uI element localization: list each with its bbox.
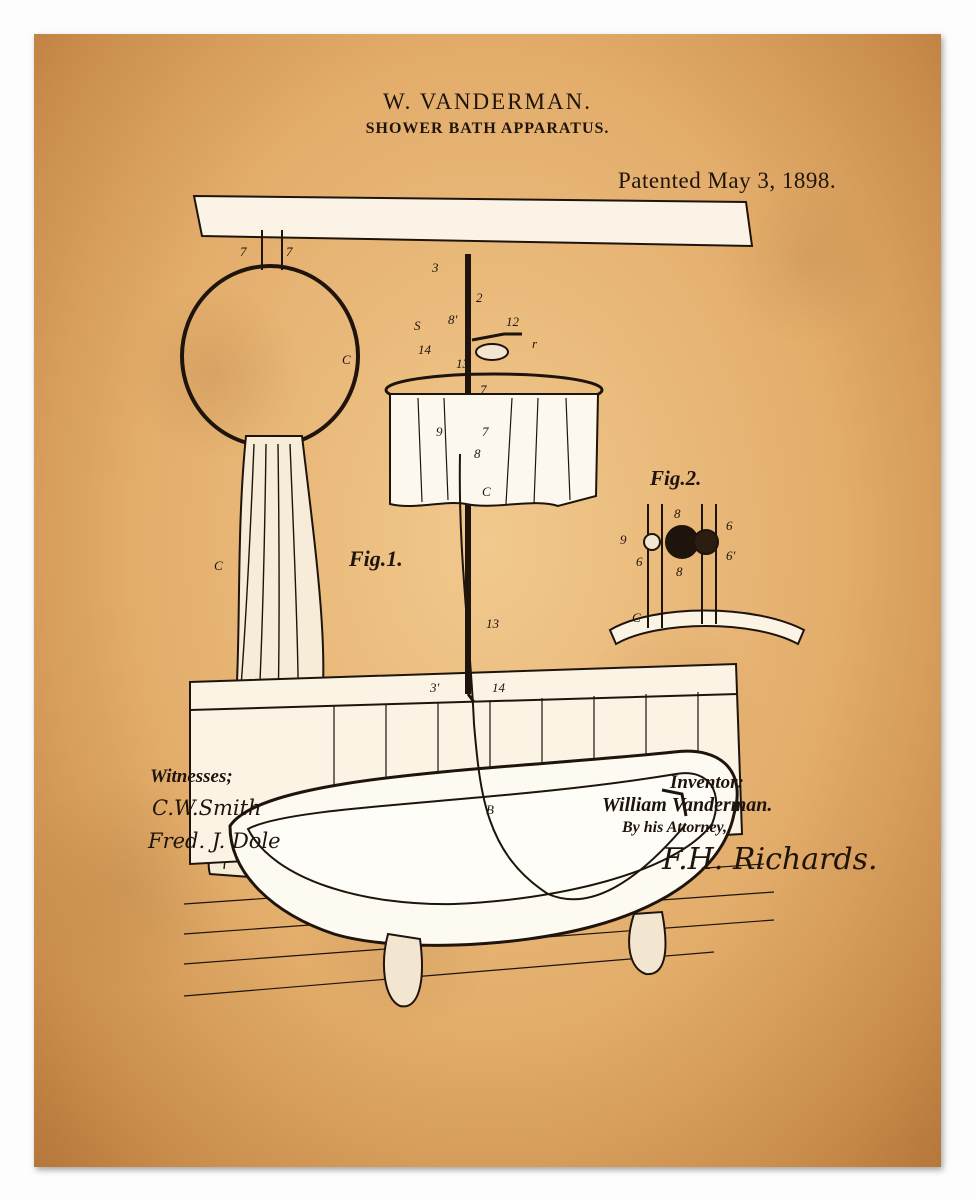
ref-label: 9 — [620, 532, 627, 547]
ref-label: 2 — [476, 290, 483, 305]
ref-label: 9 — [436, 424, 443, 439]
fig1-caption: Fig.1. — [349, 546, 403, 571]
ref-label: C — [482, 484, 491, 499]
ref-label: 3' — [430, 680, 440, 695]
inventor-name: William Vanderman. — [602, 794, 773, 816]
ref-label: B — [486, 802, 494, 817]
inventor-label: Inventor: — [670, 772, 744, 793]
ref-label: 8 — [676, 564, 683, 579]
attorney-line: By his Attorney, — [622, 819, 728, 836]
ref-label: 13 — [486, 616, 499, 631]
shower-head — [472, 334, 522, 340]
ref-label: 7 — [240, 244, 247, 259]
ref-label: C — [632, 610, 641, 625]
ref-label: 14 — [492, 680, 505, 695]
witnesses-label: Witnesses; — [150, 766, 233, 787]
ref-label: 6 — [636, 554, 643, 569]
patent-date: Patented May 3, 1898. — [618, 168, 837, 193]
fig2-caption: Fig.2. — [650, 466, 702, 490]
patent-print — [34, 34, 941, 1167]
curtain-ring — [182, 266, 358, 446]
tub-foot-right — [629, 912, 665, 974]
ref-label: r — [532, 336, 538, 351]
invention-title: SHOWER BATH APPARATUS. — [365, 120, 610, 137]
ref-label: 13 — [456, 356, 469, 371]
ref-label: 7 — [482, 424, 489, 439]
ceiling-bar — [194, 196, 752, 246]
witness-signature-2: Fred. J. Dole — [148, 829, 281, 853]
ref-label: C — [342, 352, 351, 367]
inventor-heading: W. VANDERMAN. — [383, 89, 592, 114]
ref-label: 8 — [674, 506, 681, 521]
tub-foot-left — [384, 934, 422, 1006]
ref-label: 8' — [448, 312, 458, 327]
ref-label: 7 — [480, 382, 487, 397]
ref-label: 14 — [418, 342, 431, 357]
ref-label: 7 — [286, 244, 293, 259]
ref-label: S — [414, 318, 421, 333]
ref-label: 8 — [474, 446, 481, 461]
patent-drawing — [34, 34, 941, 1167]
ref-label: 6' — [726, 548, 736, 563]
witness-signature-1: C.W.Smith — [152, 796, 262, 820]
ref-label: 6 — [726, 518, 733, 533]
ref-label: C — [214, 558, 223, 573]
ref-label: 3 — [432, 260, 439, 275]
ref-label: 12 — [506, 314, 519, 329]
attorney-signature: F.H. Richards. — [662, 842, 878, 877]
